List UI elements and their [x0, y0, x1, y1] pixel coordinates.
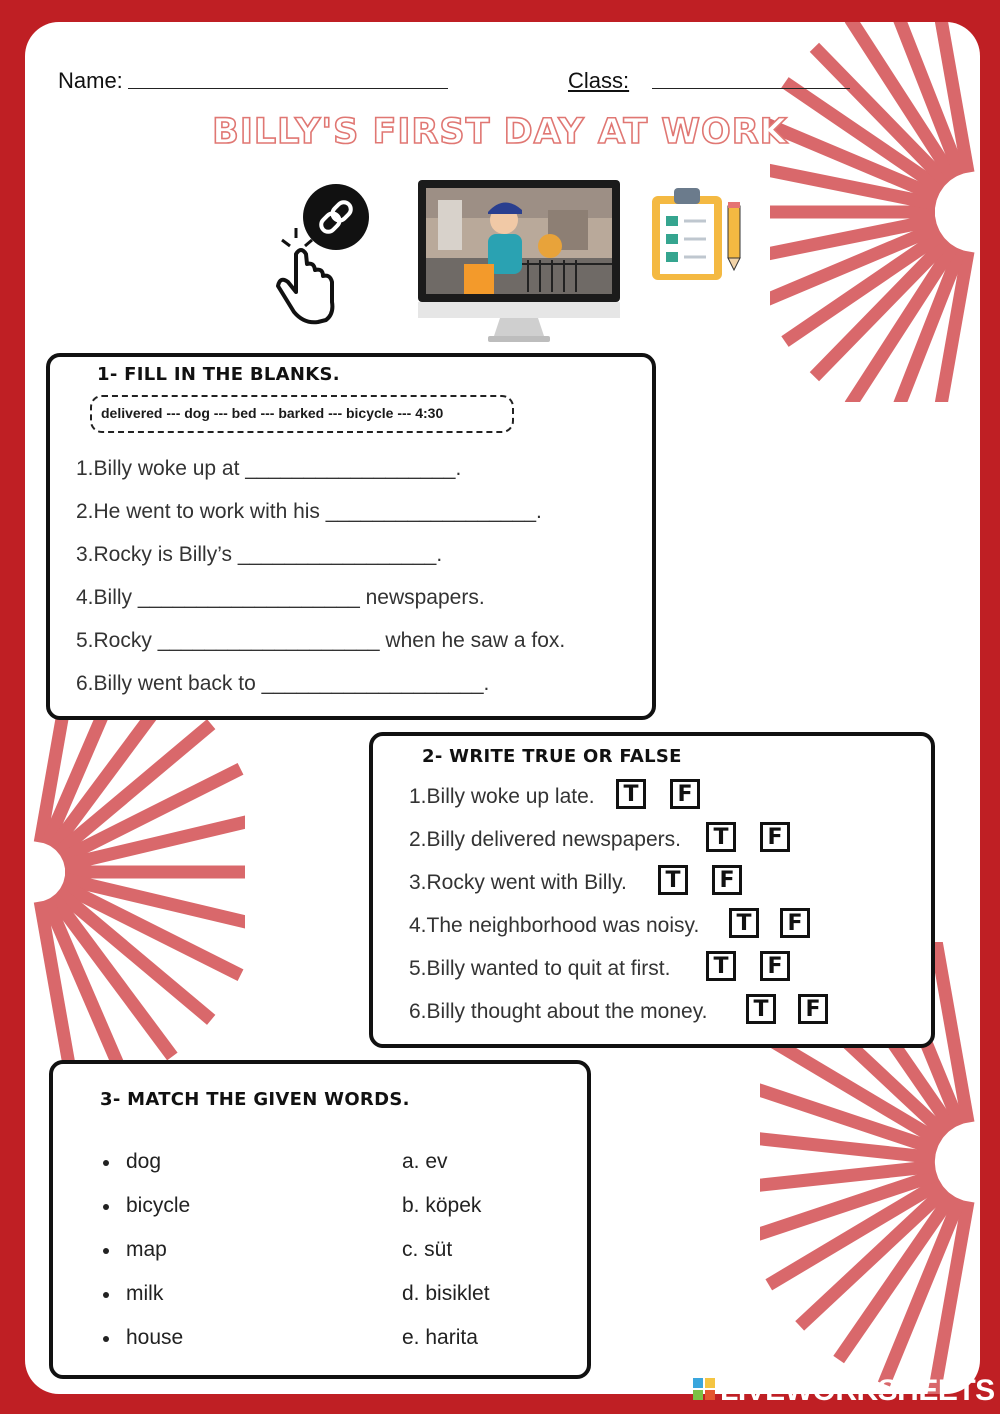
class-label: Class:	[568, 68, 630, 93]
checklist-clipboard-icon[interactable]	[648, 184, 746, 284]
item-number: 4.	[409, 914, 427, 937]
fill-blank-item[interactable]	[76, 629, 565, 653]
match-right-word[interactable]: b. köpek	[402, 1194, 482, 1217]
item-text: He went to work with his __________________.	[93, 500, 542, 523]
item-text: Rocky ___________________ when he saw a fox.	[93, 629, 566, 652]
match-right-word[interactable]: c. süt	[402, 1238, 453, 1261]
name-label: Name:	[58, 68, 123, 93]
fill-blank-item[interactable]	[76, 543, 442, 567]
name-field[interactable]	[128, 88, 448, 89]
match-left-word[interactable]: dog	[126, 1150, 162, 1173]
item-number: 3.	[409, 871, 427, 894]
item-number: 2.	[409, 828, 427, 851]
true-box[interactable]: T	[729, 908, 759, 938]
false-box[interactable]: F	[760, 822, 790, 852]
bullet	[103, 1248, 109, 1254]
section3-title: 3- MATCH THE GIVEN WORDS.	[100, 1089, 410, 1110]
item-text: The neighborhood was noisy.	[426, 914, 700, 937]
item-text: Billy delivered newspapers.	[426, 828, 681, 851]
bullet	[103, 1292, 109, 1298]
match-left-word[interactable]: milk	[126, 1282, 164, 1305]
item-number: 5.	[76, 629, 94, 652]
true-box[interactable]: T	[746, 994, 776, 1024]
match-left-word[interactable]: bicycle	[126, 1194, 191, 1217]
item-number: 6.	[76, 672, 94, 695]
false-box[interactable]: F	[670, 779, 700, 809]
false-box[interactable]: F	[798, 994, 828, 1024]
class-field[interactable]	[652, 88, 850, 89]
match-left-word[interactable]: house	[126, 1326, 184, 1349]
bullet	[103, 1204, 109, 1210]
item-number: 1.	[76, 457, 94, 480]
item-number: 6.	[409, 1000, 427, 1023]
item-text: Rocky is Billy’s _________________.	[93, 543, 443, 566]
item-text: Billy ___________________ newspapers.	[93, 586, 485, 609]
item-text: Billy wanted to quit at first.	[426, 957, 671, 980]
false-box[interactable]: F	[780, 908, 810, 938]
section2-title: 2- WRITE TRUE OR FALSE	[422, 746, 682, 767]
liveworksheets-logo-icon	[693, 1378, 717, 1402]
match-right-word[interactable]: e. harita	[402, 1326, 478, 1349]
false-box[interactable]: F	[712, 865, 742, 895]
true-false-item	[409, 957, 670, 981]
fill-blank-item[interactable]	[76, 672, 489, 696]
section1-title: 1- FILL IN THE BLANKS.	[97, 364, 340, 385]
fill-blank-item[interactable]	[76, 457, 461, 481]
true-false-item	[409, 871, 627, 895]
word-bank: delivered --- dog --- bed --- barked --- bicycle --- 4:30	[90, 395, 514, 433]
link-click-icon[interactable]	[268, 182, 378, 330]
bullet	[103, 1336, 109, 1342]
liveworksheets-logo: LIVEWORKSHEETS	[720, 1374, 995, 1407]
page-title: BILLY'S FIRST DAY AT WORK	[212, 112, 788, 152]
false-box[interactable]: F	[760, 951, 790, 981]
true-box[interactable]: T	[658, 865, 688, 895]
item-text: Billy woke up at __________________.	[93, 457, 462, 480]
match-right-word[interactable]: a. ev	[402, 1150, 448, 1173]
true-false-item	[409, 1000, 707, 1024]
bullet	[103, 1160, 109, 1166]
item-text: Billy went back to ___________________.	[93, 672, 490, 695]
item-number: 5.	[409, 957, 427, 980]
true-false-item	[409, 785, 595, 809]
true-box[interactable]: T	[616, 779, 646, 809]
fill-blank-item[interactable]	[76, 586, 485, 610]
true-box[interactable]: T	[706, 951, 736, 981]
item-number: 1.	[409, 785, 427, 808]
item-number: 4.	[76, 586, 94, 609]
match-right-word[interactable]: d. bisiklet	[402, 1282, 490, 1305]
decorative-burst-left	[25, 662, 245, 1082]
item-text: Billy thought about the money.	[426, 1000, 708, 1023]
fill-blank-item[interactable]	[76, 500, 542, 524]
decorative-burst-top-right	[770, 22, 980, 402]
match-left-word[interactable]: map	[126, 1238, 167, 1261]
item-number: 3.	[76, 543, 94, 566]
true-box[interactable]: T	[706, 822, 736, 852]
true-false-item	[409, 828, 681, 852]
item-text: Rocky went with Billy.	[426, 871, 627, 894]
item-text: Billy woke up late.	[426, 785, 595, 808]
video-monitor-icon[interactable]	[418, 180, 620, 342]
true-false-item	[409, 914, 699, 938]
item-number: 2.	[76, 500, 94, 523]
